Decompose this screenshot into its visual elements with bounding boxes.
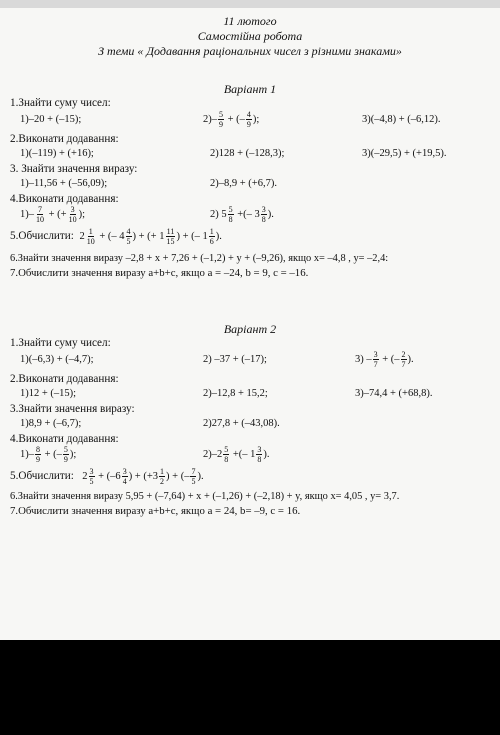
v1-q1-label: 1.Знайти суму чисел: — [10, 97, 111, 109]
header-topic: З теми « Додавання раціональних чисел з різними знаками» — [98, 44, 402, 58]
v2-q5: 5.Обчислити: 2 $\frac{3}{5}$ + (–6 $\frac{3}{4}$ ) + (+3 $\frac{1}{2}$ ) + (– $\frac{7}{5}$ ). — [10, 467, 204, 486]
v2-q6: 6.Знайти значення виразу 5,95 + (–7,64) + x + (–1,26) + (–2,18) + y, якщо x= 4,05 , y= 3,7. — [10, 491, 400, 502]
v2-q7: 7.Обчислити значення виразу a+b+c, якщо a = 24, b= –9, c = 16. — [10, 505, 301, 517]
v1-q2-label: 2.Виконати додавання: — [10, 133, 119, 145]
v1-q3-a: 1)–11,56 + (–56,09); — [20, 178, 108, 189]
v2-q5-label: 5.Обчислити: — [10, 469, 74, 482]
v2-q2-c: 3)–74,4 + (+68,8). — [355, 388, 433, 399]
v1-q1-a: 1)–20 + (–15); — [20, 114, 82, 125]
v1-q3-b: 2)–8,9 + (+6,7). — [210, 178, 277, 189]
v1-q1-b: 2)– $\frac{5}{9}$ + (– $\frac{4}{9}$ ); — [203, 110, 260, 129]
v2-q2-a: 1)12 + (–15); — [20, 388, 77, 399]
v2-q3-b: 2)27,8 + (–43,08). — [203, 418, 280, 429]
v2-q1-b: 2) –37 + (–17); — [203, 354, 267, 365]
v1-q6: 6.Знайти значення виразу –2,8 + x + 7,26 + (–1,2) + y + (–9,26), якщо x= –4,8 , y= –2,4: — [10, 253, 389, 264]
v2-q3-label: 3.Знайти значення виразу: — [10, 403, 135, 415]
top-strip — [0, 0, 500, 8]
v2-q4-a: 1)– $\frac{8}{9}$ + (– $\frac{5}{9}$ ); — [20, 445, 77, 464]
v2-q4-label: 4.Виконати додавання: — [10, 433, 119, 445]
v2-q3-a: 1)8,9 + (–6,7); — [20, 418, 82, 429]
v2-q2-label: 2.Виконати додавання: — [10, 373, 119, 385]
variant-1-title: Варіант 1 — [223, 82, 277, 96]
v1-q3-label: 3. Знайти значення виразу: — [10, 163, 138, 175]
v2-q1-label: 1.Знайти суму чисел: — [10, 337, 111, 349]
v2-q2-b: 2)–12,8 + 15,2; — [203, 388, 268, 399]
v1-q4-a: 1)– $\frac{7}{10}$ + (+ $\frac{3}{10}$ ); — [20, 205, 86, 224]
black-bottom-area — [0, 640, 500, 735]
variant-2-title: Варіант 2 — [223, 322, 277, 336]
v2-q1-a: 1)(–6,3) + (–4,7); — [20, 354, 94, 365]
v1-q2-a: 1)(–119) + (+16); — [20, 148, 94, 159]
v2-q4-b: 2)–2 $\frac{5}{8}$ +(– 1 $\frac{3}{8}$ ). — [203, 445, 270, 464]
header-work-type: Самостійна робота — [197, 29, 303, 43]
v1-q7: 7.Обчислити значення виразу a+b+c, якщо a = –24, b = 9, c = –16. — [10, 267, 309, 279]
v1-q2-b: 2)128 + (–128,3); — [210, 148, 285, 159]
v2-q1-c: 3) – $\frac{3}{7}$ + (– $\frac{2}{7}$ ). — [355, 350, 414, 369]
v1-q2-c: 3)(–29,5) + (+19,5). — [362, 148, 447, 159]
v1-q5-label: 5.Обчислити: — [10, 229, 74, 242]
v1-q1-c: 3)(–4,8) + (–6,12). — [362, 114, 441, 125]
v1-q5: 5.Обчислити: 2 $\frac{1}{10}$ + (– 4 $\frac{4}{5}$ ) + (+ 1 $\frac{11}{15}$ ) + (– 1 $\frac{1}{6}$ ). — [10, 227, 222, 246]
v1-q4-label: 4.Виконати додавання: — [10, 193, 119, 205]
header-date: 11 лютого — [223, 14, 277, 28]
v1-q4-b: 2) 5 $\frac{5}{8}$ +(– 3 $\frac{3}{8}$ ). — [210, 205, 274, 224]
